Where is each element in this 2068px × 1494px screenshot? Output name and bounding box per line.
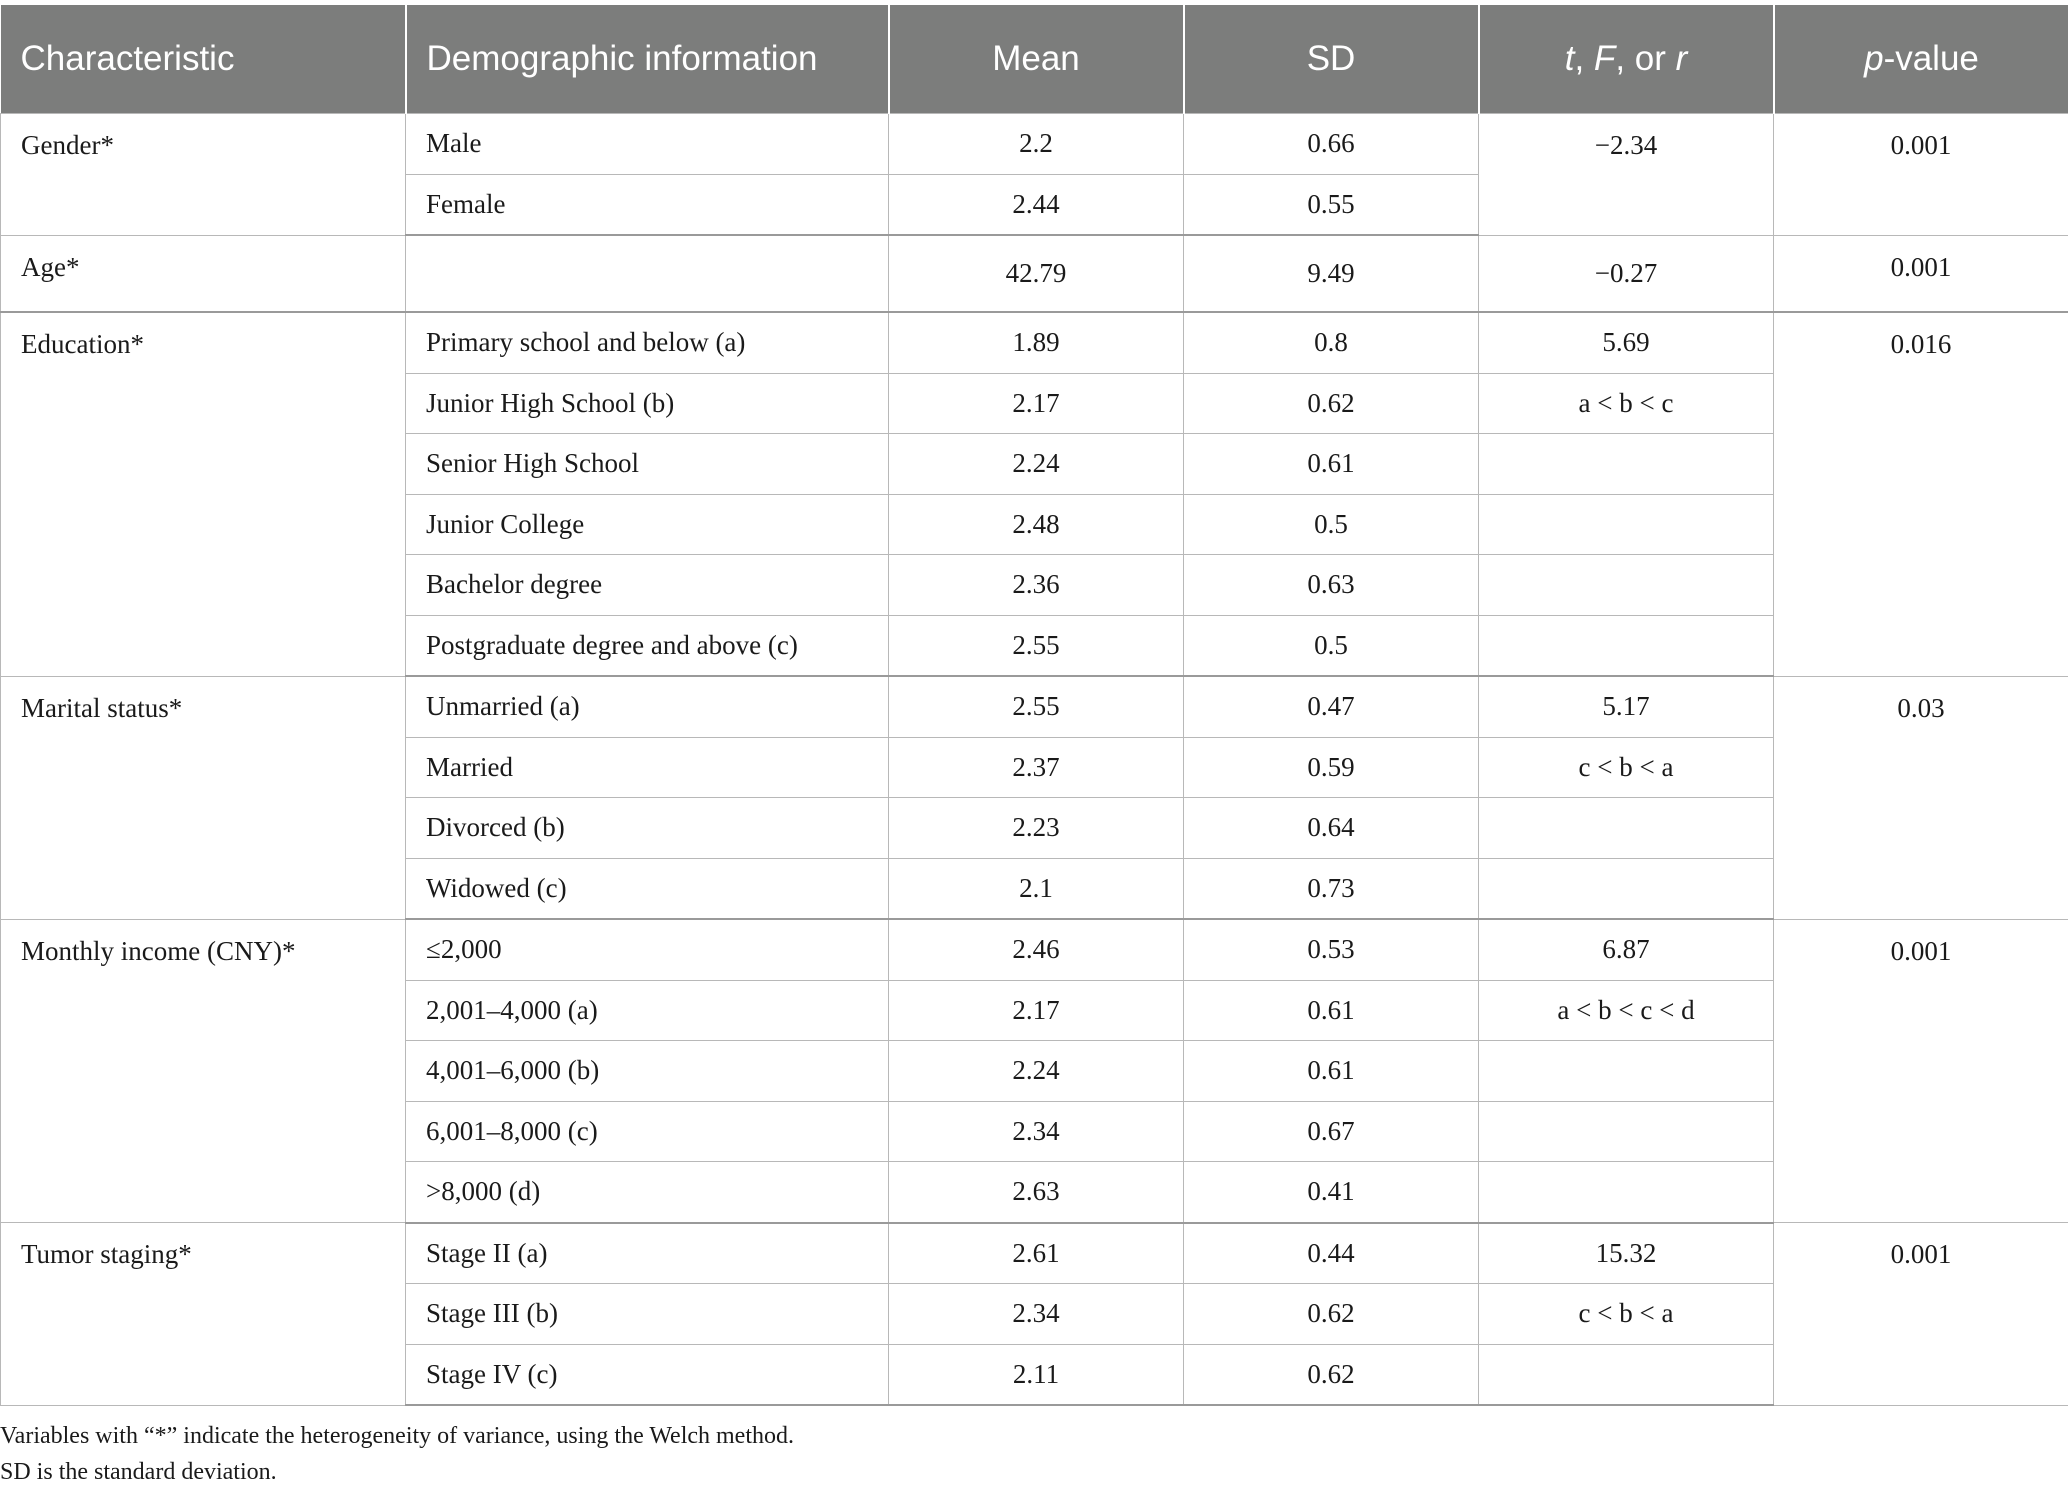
mean-cell: 2.24 xyxy=(889,1041,1184,1102)
characteristic-cell: Monthly income (CNY)* xyxy=(1,919,406,1223)
statistic-cell: 5.69 xyxy=(1479,312,1774,373)
demographic-info-cell: 2,001–4,000 (a) xyxy=(406,980,889,1041)
demographic-info-cell: ≤2,000 xyxy=(406,919,889,980)
p-value-cell: 0.001 xyxy=(1774,919,2068,1223)
demographic-info-cell: >8,000 (d) xyxy=(406,1162,889,1223)
characteristic-cell: Marital status* xyxy=(1,676,406,919)
statistic-cell xyxy=(1479,1162,1774,1223)
sd-cell: 0.47 xyxy=(1184,676,1479,737)
sd-cell: 0.61 xyxy=(1184,1041,1479,1102)
demographic-info-cell xyxy=(406,235,889,312)
header-mean: Mean xyxy=(889,5,1184,114)
table-row xyxy=(1,312,2068,373)
sd-cell: 0.5 xyxy=(1184,494,1479,555)
mean-cell: 2.34 xyxy=(889,1101,1184,1162)
sd-cell: 0.55 xyxy=(1184,174,1479,235)
sd-cell: 0.5 xyxy=(1184,615,1479,676)
statistic-cell: a < b < c xyxy=(1479,373,1774,434)
sd-cell: 0.41 xyxy=(1184,1162,1479,1223)
demographic-info-cell: Stage IV (c) xyxy=(406,1344,889,1405)
table-row xyxy=(1,235,2068,312)
demographic-table xyxy=(0,5,2068,1406)
sd-cell: 0.73 xyxy=(1184,858,1479,919)
statistic-cell xyxy=(1479,1344,1774,1405)
sd-cell: 0.62 xyxy=(1184,1284,1479,1345)
mean-cell: 2.46 xyxy=(889,919,1184,980)
table-header xyxy=(1,5,2068,114)
table-row xyxy=(1,676,2068,737)
sd-cell: 0.44 xyxy=(1184,1223,1479,1284)
table-body xyxy=(1,114,2068,1406)
header-test-statistic: t, F, or r xyxy=(1479,5,1774,114)
demographic-info-cell: Junior High School (b) xyxy=(406,373,889,434)
sd-cell: 0.59 xyxy=(1184,737,1479,798)
mean-cell: 2.61 xyxy=(889,1223,1184,1284)
demographic-info-cell: Senior High School xyxy=(406,434,889,495)
footnote-sd: SD is the standard deviation. xyxy=(0,1459,277,1485)
statistic-cell xyxy=(1479,798,1774,859)
statistic-cell: 5.17 xyxy=(1479,676,1774,737)
statistic-cell: 15.32 xyxy=(1479,1223,1774,1284)
mean-cell: 2.24 xyxy=(889,434,1184,495)
demographic-info-cell: Stage II (a) xyxy=(406,1223,889,1284)
table-row xyxy=(1,114,2068,175)
mean-cell: 2.44 xyxy=(889,174,1184,235)
sd-cell: 0.61 xyxy=(1184,980,1479,1041)
p-value-cell: 0.001 xyxy=(1774,114,2068,236)
mean-cell: 2.1 xyxy=(889,858,1184,919)
statistic-cell: 6.87 xyxy=(1479,919,1774,980)
mean-cell: 2.11 xyxy=(889,1344,1184,1405)
sd-cell: 0.66 xyxy=(1184,114,1479,175)
demographic-info-cell: Stage III (b) xyxy=(406,1284,889,1345)
header-sd: SD xyxy=(1184,5,1479,114)
statistic-cell xyxy=(1479,1101,1774,1162)
characteristic-cell: Education* xyxy=(1,312,406,676)
demographic-info-cell: Primary school and below (a) xyxy=(406,312,889,373)
sd-cell: 0.67 xyxy=(1184,1101,1479,1162)
table-row xyxy=(1,919,2068,980)
header-p-value: p-value xyxy=(1774,5,2068,114)
mean-cell: 2.2 xyxy=(889,114,1184,175)
mean-cell: 1.89 xyxy=(889,312,1184,373)
demographic-info-cell: 4,001–6,000 (b) xyxy=(406,1041,889,1102)
mean-cell: 2.55 xyxy=(889,615,1184,676)
mean-cell: 2.34 xyxy=(889,1284,1184,1345)
demographic-info-cell: Junior College xyxy=(406,494,889,555)
statistic-cell: c < b < a xyxy=(1479,737,1774,798)
sd-cell: 9.49 xyxy=(1184,235,1479,312)
statistic-cell xyxy=(1479,858,1774,919)
table-footnotes xyxy=(0,1418,794,1490)
header-characteristic: Characteristic xyxy=(1,5,406,114)
statistic-cell xyxy=(1479,1041,1774,1102)
characteristic-cell: Tumor staging* xyxy=(1,1223,406,1406)
statistic-cell xyxy=(1479,615,1774,676)
table-row xyxy=(1,1223,2068,1284)
demographic-info-cell: Postgraduate degree and above (c) xyxy=(406,615,889,676)
sd-cell: 0.62 xyxy=(1184,373,1479,434)
p-value-cell: 0.016 xyxy=(1774,312,2068,676)
table-container xyxy=(0,5,2068,1406)
characteristic-cell: Gender* xyxy=(1,114,406,236)
mean-cell: 2.17 xyxy=(889,980,1184,1041)
mean-cell: 2.63 xyxy=(889,1162,1184,1223)
mean-cell: 42.79 xyxy=(889,235,1184,312)
statistic-cell: −2.34 xyxy=(1479,114,1774,236)
demographic-info-cell: 6,001–8,000 (c) xyxy=(406,1101,889,1162)
sd-cell: 0.63 xyxy=(1184,555,1479,616)
demographic-info-cell: Married xyxy=(406,737,889,798)
demographic-info-cell: Bachelor degree xyxy=(406,555,889,616)
demographic-info-cell: Female xyxy=(406,174,889,235)
demographic-info-cell: Widowed (c) xyxy=(406,858,889,919)
sd-cell: 0.64 xyxy=(1184,798,1479,859)
statistic-cell: −0.27 xyxy=(1479,235,1774,312)
mean-cell: 2.37 xyxy=(889,737,1184,798)
sd-cell: 0.61 xyxy=(1184,434,1479,495)
mean-cell: 2.17 xyxy=(889,373,1184,434)
statistic-cell: c < b < a xyxy=(1479,1284,1774,1345)
statistic-cell xyxy=(1479,494,1774,555)
demographic-info-cell: Unmarried (a) xyxy=(406,676,889,737)
characteristic-cell: Age* xyxy=(1,235,406,312)
p-value-cell: 0.001 xyxy=(1774,1223,2068,1406)
demographic-info-cell: Male xyxy=(406,114,889,175)
sd-cell: 0.53 xyxy=(1184,919,1479,980)
footnote-welch: Variables with “*” indicate the heterogeneity of variance, using the Welch method. xyxy=(0,1423,795,1449)
header-demographic-information: Demographic information xyxy=(406,5,889,114)
sd-cell: 0.62 xyxy=(1184,1344,1479,1405)
statistic-cell xyxy=(1479,434,1774,495)
mean-cell: 2.36 xyxy=(889,555,1184,616)
statistic-cell xyxy=(1479,555,1774,616)
mean-cell: 2.48 xyxy=(889,494,1184,555)
mean-cell: 2.55 xyxy=(889,676,1184,737)
p-value-cell: 0.001 xyxy=(1774,235,2068,312)
statistic-cell: a < b < c < d xyxy=(1479,980,1774,1041)
demographic-info-cell: Divorced (b) xyxy=(406,798,889,859)
p-value-cell: 0.03 xyxy=(1774,676,2068,919)
sd-cell: 0.8 xyxy=(1184,312,1479,373)
mean-cell: 2.23 xyxy=(889,798,1184,859)
